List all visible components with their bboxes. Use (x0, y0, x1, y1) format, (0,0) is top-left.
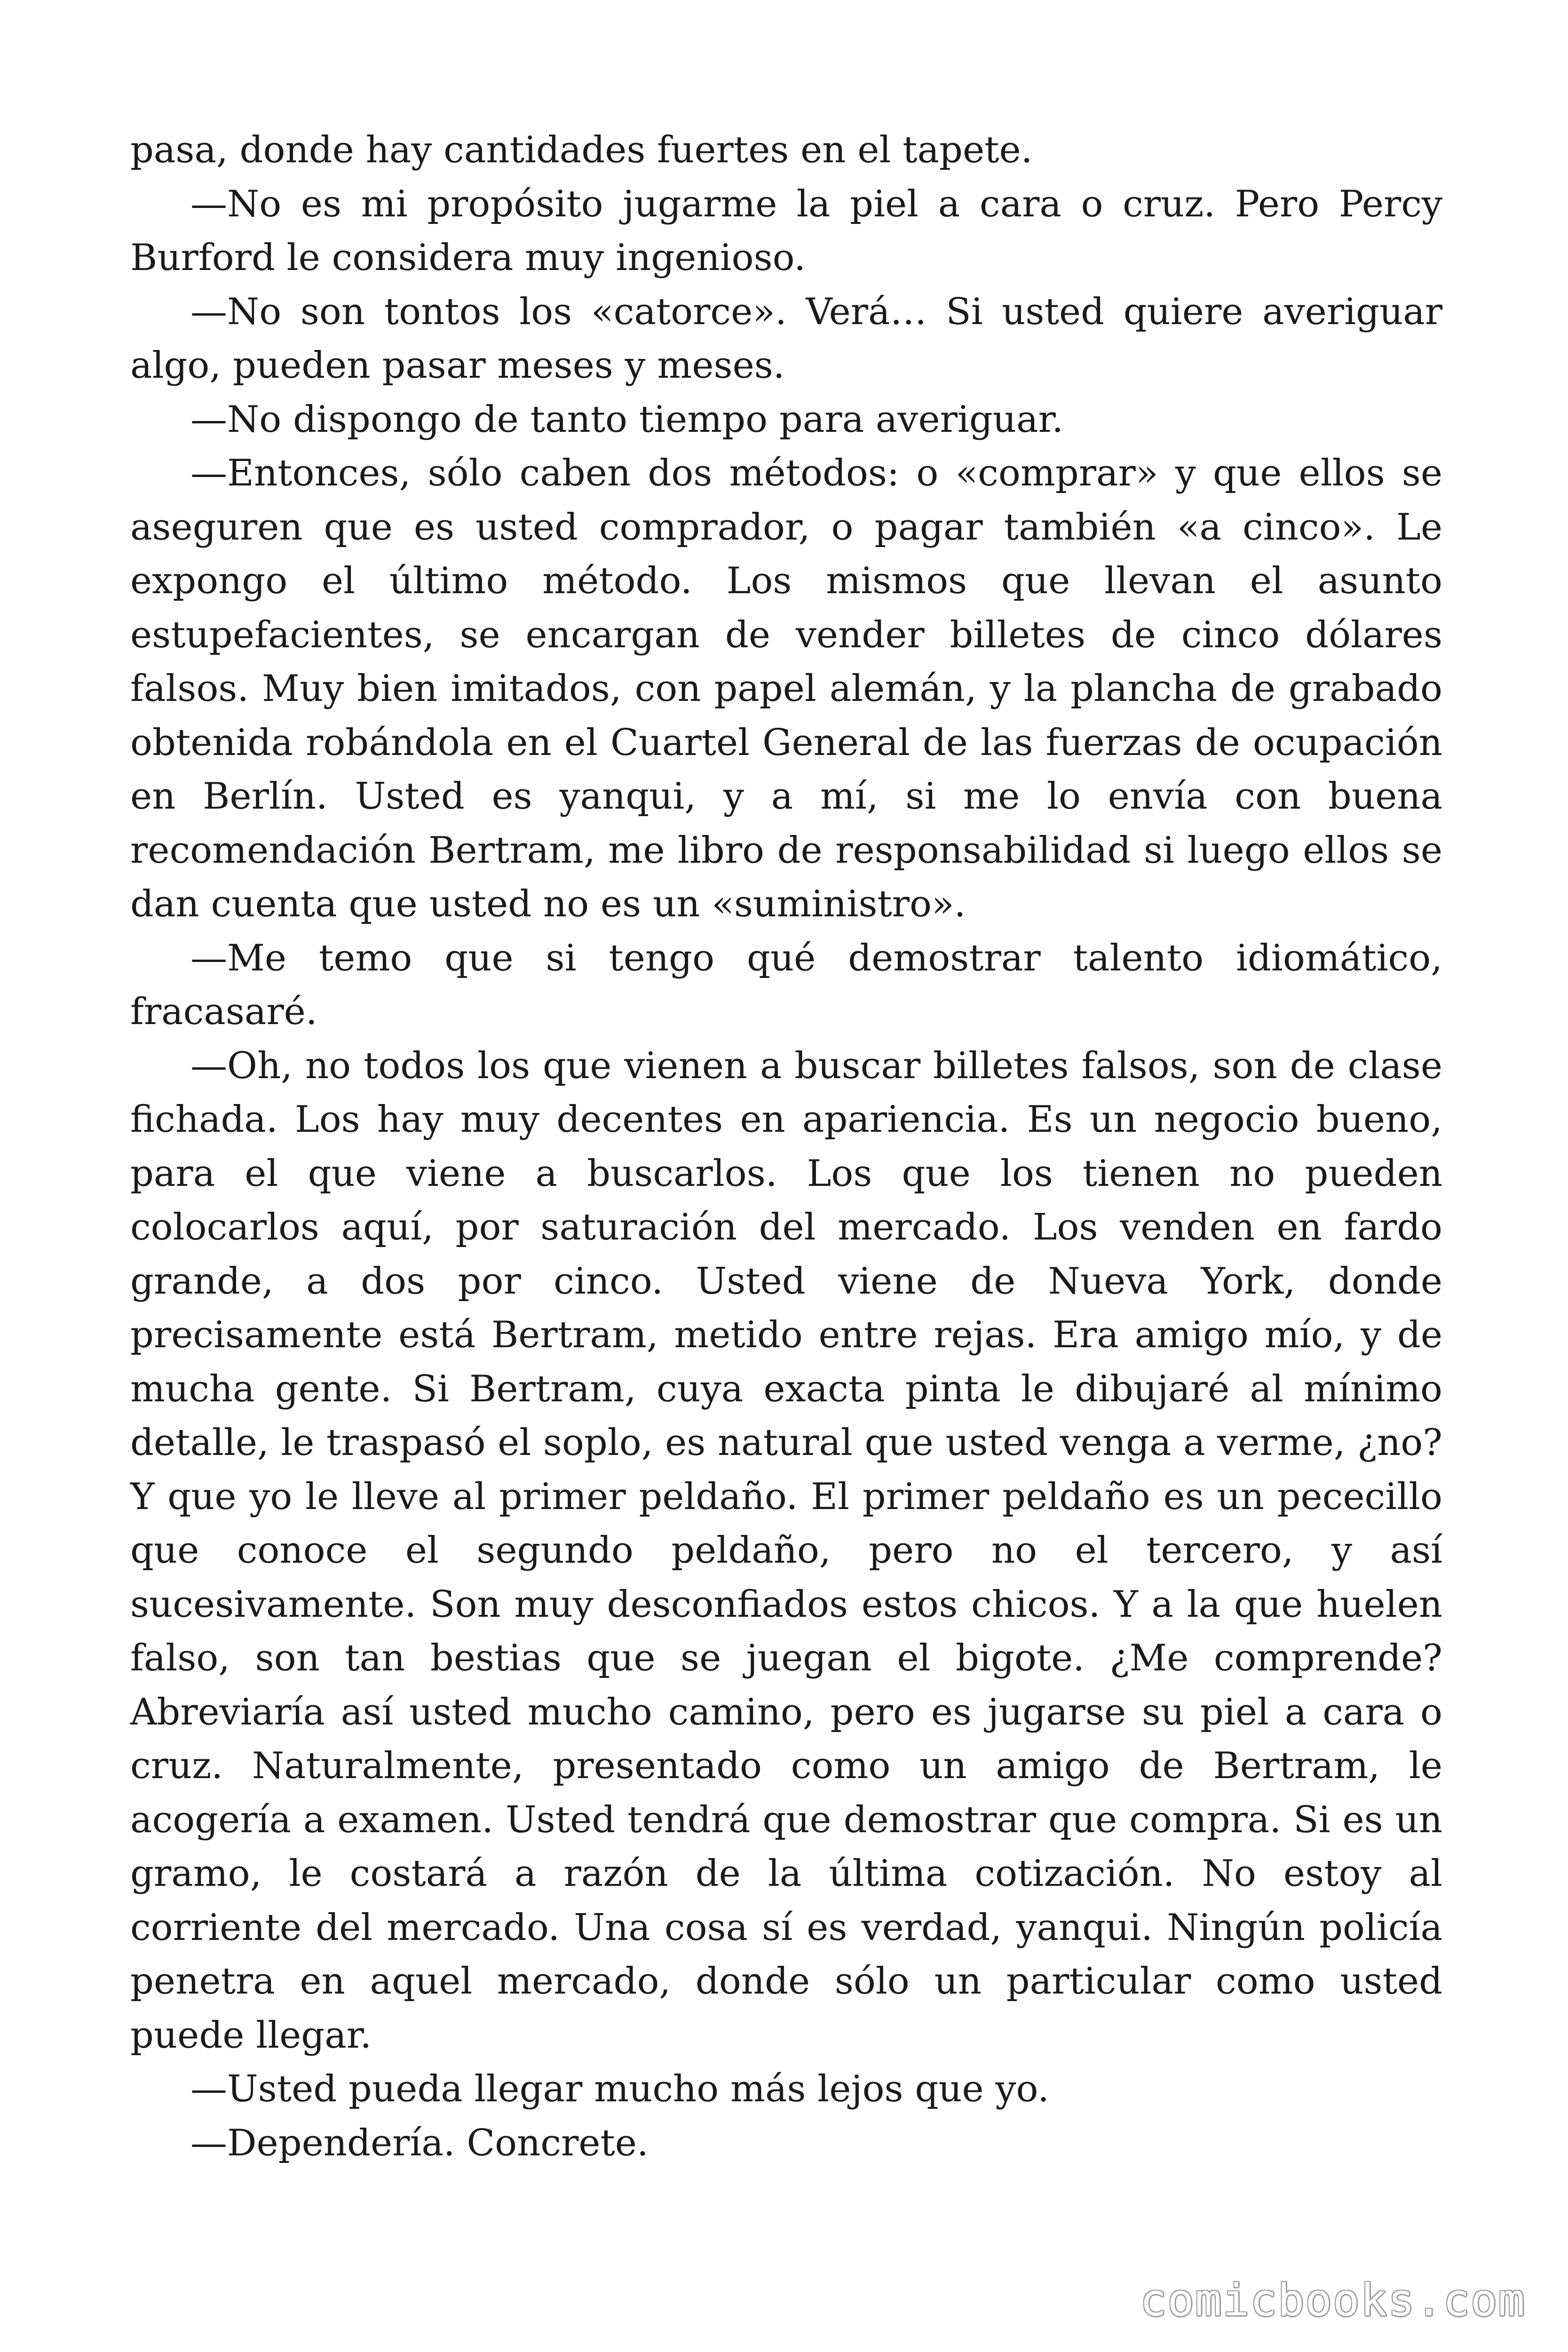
dialogue-paragraph: —Usted pueda llegar mucho más lejos que yo. (190, 2068, 1049, 2110)
dialogue-paragraph: —No es mi propósito jugarme la piel a cara o cruz. Pero Percy Burford le considera muy ingenioso. (130, 183, 1442, 279)
dialogue-paragraph: —Dependería. Concrete. (190, 2122, 649, 2164)
dialogue-paragraph: —No son tontos los «catorce». Verá… Si usted quiere averiguar algo, pueden pasar meses y meses. (130, 290, 1442, 387)
page-body-text (130, 123, 1442, 2170)
dialogue-paragraph: —No dispongo de tanto tiempo para averiguar. (190, 398, 1064, 441)
paragraph-continuation: pasa, donde hay cantidades fuertes en el tapete. (130, 129, 1033, 171)
dialogue-paragraph: —Oh, no todos los que vienen a buscar billetes falsos, son de clase fichada. Los hay muy decentes en apariencia. Es un negocio bueno, para el que viene a buscarlos. Los que los tienen no pueden colocarlos aquí, por saturación del mercado. Los venden en fardo grande, a dos por cinco. Usted viene de Nueva York, donde precisamente está Bertram, metido entre rejas. Era amigo mío, y de mucha gente. Si Bertram, cuya exacta pinta le dibujaré al mínimo detalle, le traspasó el soplo, es natural que usted venga a verme, ¿no? Y que yo le lleve al primer peldaño. El primer peldaño es un pececillo que conoce el segundo peldaño, pero no el tercero, y así sucesivamente. Son muy desconfiados estos chicos. Y a la que huelen falso, son tan bestias que se juegan el bigote. ¿Me comprende? Abreviaría así usted mucho camino, pero es jugarse su piel a cara o cruz. Naturalmente, presentado como un amigo de Bertram, le acogería a examen. Usted tendrá que demostrar que compra. Si es un gramo, le costará a razón de la última cotización. No estoy al corriente del mercado. Una cosa sí es verdad, yanqui. Ningún policía penetra en aquel mercado, donde sólo un particular como usted puede llegar. (130, 1044, 1442, 2057)
dialogue-paragraph: —Entonces, sólo caben dos métodos: o «comprar» y que ellos se aseguren que es usted comprador, o pagar también «a cinco». Le expongo el último método. Los mismos que llevan el asunto estupefacientes, se encargan de vender billetes de cinco dólares falsos. Muy bien imitados, con papel alemán, y la plancha de grabado obtenida robándola en el Cuartel General de las fuerzas de ocupación en Berlín. Usted es yanqui, y a mí, si me lo envía con buena recomendación Bertram, me libro de responsabilidad si luego ellos se dan cuenta que usted no es un «suministro». (130, 452, 1442, 925)
watermark: comicbooks.com (1140, 2275, 1526, 2326)
dialogue-paragraph: —Me temo que si tengo qué demostrar talento idiomático, fracasaré. (130, 937, 1442, 1033)
